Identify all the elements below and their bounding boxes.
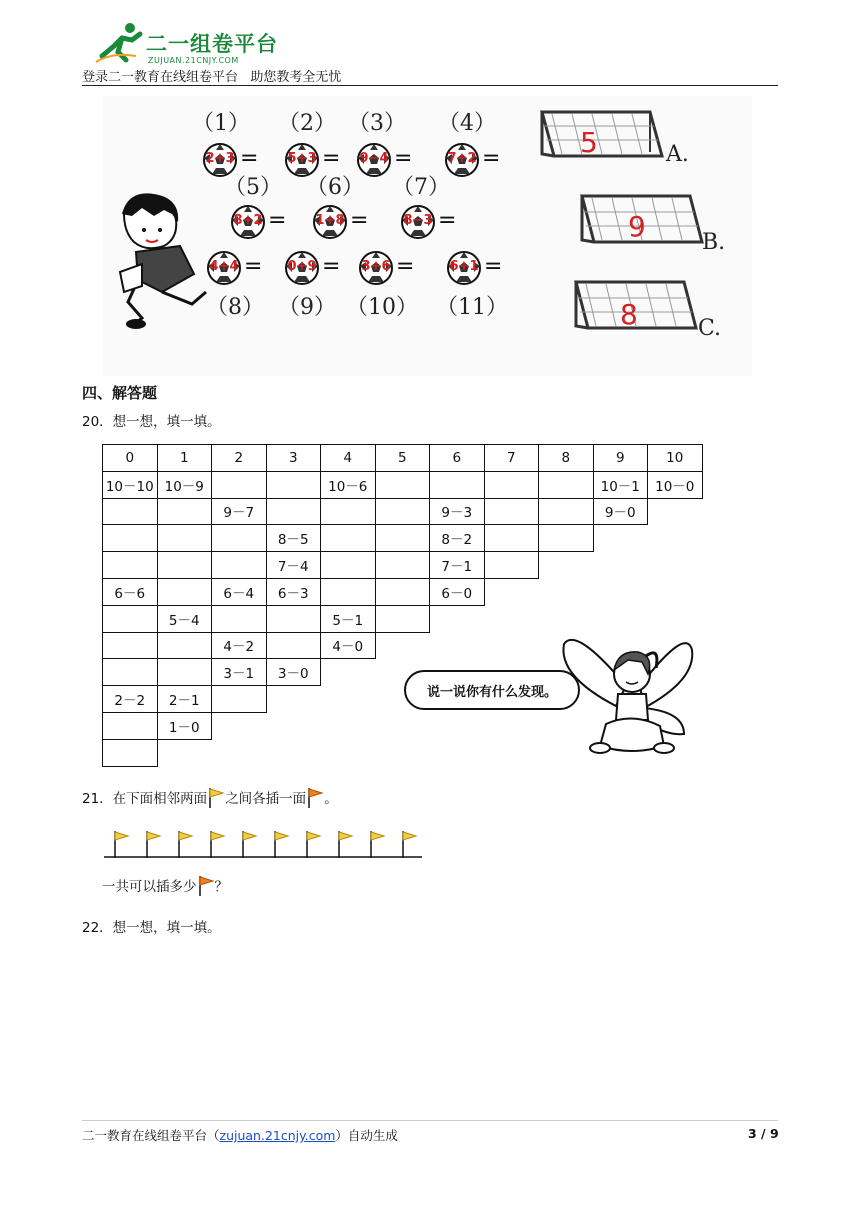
option-a-letter: A. [666,142,689,167]
grid-cell-blank [429,471,485,499]
equals-sign: = [322,254,341,279]
grid-cell-blank [102,739,158,767]
footer-text-b: ）自动生成 [335,1128,398,1143]
grid-header-cell: 10 [647,444,703,472]
equals-sign: = [268,208,287,233]
yellow-flag-icon [144,830,162,862]
grid-cell-blank [211,551,267,579]
yellow-flag-icon [207,786,225,808]
grid-cell-blank [320,524,376,552]
grid-cell-blank [320,578,376,606]
grid-cell-blank [211,524,267,552]
equals-sign: = [438,208,457,233]
grid-cell-expression: 10－6 [320,471,376,499]
question-21-text [82,786,338,808]
grid-cell-blank [211,685,267,713]
grid-cell-blank [484,471,540,499]
grid-cell-blank [157,524,213,552]
grid-cell-expression: 2－2 [102,685,158,713]
grid-cell-blank [266,605,322,633]
goal-a-number: 5 [580,126,598,159]
ball-expression: 7+2 [447,151,477,166]
grid-cell-blank [375,471,431,499]
grid-cell-expression: 7－4 [266,551,322,579]
grid-cell-blank [375,524,431,552]
footer-rule [82,1120,778,1121]
grid-cell-blank [266,632,322,660]
ball-number-label: （2） [278,111,336,136]
yellow-flag-icon [240,830,258,862]
grid-cell-blank [102,658,158,686]
grid-cell-blank [157,658,213,686]
grid-cell-blank [538,498,594,526]
runner-logo-icon [92,22,148,64]
grid-cell-blank [266,471,322,499]
logo-subtext: ZUJUAN.21CNJY.COM [148,56,239,65]
ball-expression: 3+6 [361,259,391,274]
grid-cell-expression: 9－3 [429,498,485,526]
grid-cell-expression: 10－9 [157,471,213,499]
section-title: 四、解答题 [82,384,158,402]
grid-cell-blank [102,551,158,579]
option-c-letter: C. [698,316,722,341]
grid-cell-blank [157,551,213,579]
grid-cell-blank [320,551,376,579]
grid-cell-expression: 9－7 [211,498,267,526]
ball-number-label: （8） [206,295,264,320]
grid-cell-expression: 3－0 [266,658,322,686]
grid-cell-blank [157,578,213,606]
ball-number-label: （1） [192,111,250,136]
grid-cell-expression: 4－2 [211,632,267,660]
grid-header-cell: 6 [429,444,485,472]
flag-row [104,826,424,860]
goal-c-number: 8 [620,298,638,331]
question-22-text: 22．想一想，填一填。 [82,920,221,936]
grid-header-cell: 1 [157,444,213,472]
ball-number-label: （4） [438,111,496,136]
grid-cell-blank [375,605,431,633]
yellow-flag-icon [176,830,194,862]
equals-sign: = [350,208,369,233]
ball-expression: 9−4 [359,151,389,166]
header-rule [82,85,778,86]
grid-header-cell: 7 [484,444,540,472]
grid-cell-blank [538,471,594,499]
goal-b-number: 9 [628,210,646,243]
footer-source [82,1126,398,1144]
ball-expression: 2+3 [205,151,235,166]
yellow-flag-icon [272,830,290,862]
question-21-ask [102,874,228,896]
grid-cell-expression: 1－0 [157,712,213,740]
grid-cell-blank [484,524,540,552]
grid-cell-expression: 10－10 [102,471,158,499]
ball-expression: 8−3 [403,213,433,228]
grid-cell-blank [375,498,431,526]
grid-cell-blank [538,524,594,552]
grid-cell-blank [157,632,213,660]
ball-number-label: （10） [346,295,418,320]
q21-text-c: 。 [324,791,338,807]
grid-cell-expression: 6－0 [429,578,485,606]
q21-ask-b: ？ [214,879,228,895]
orange-flag-icon [306,786,324,808]
grid-cell-blank [102,524,158,552]
grid-cell-blank [102,632,158,660]
grid-cell-expression: 2－1 [157,685,213,713]
equals-sign: = [394,146,413,171]
grid-cell-blank [211,605,267,633]
header-slogan: 登录二一教育在线组卷平台 助您教考全无忧 [82,70,342,85]
ball-number-label: （5） [224,175,282,200]
grid-header-cell: 0 [102,444,158,472]
grid-cell-blank [102,712,158,740]
ball-expression: 5+3 [287,151,317,166]
ball-number-label: （6） [306,175,364,200]
footer-link[interactable]: zujuan.21cnjy.com [219,1128,336,1143]
yellow-flag-icon [400,830,418,862]
ball-number-label: （3） [348,111,406,136]
equals-sign: = [482,146,501,171]
yellow-flag-icon [336,830,354,862]
speech-bubble-text: 说一说你有什么发现。 [426,684,557,700]
grid-cell-blank [484,551,540,579]
equals-sign: = [244,254,263,279]
grid-cell-blank [211,471,267,499]
grid-cell-expression: 4－0 [320,632,376,660]
grid-cell-blank [102,605,158,633]
page-number: 3 / 9 [748,1126,779,1141]
grid-cell-expression: 5－1 [320,605,376,633]
grid-cell-expression: 6－3 [266,578,322,606]
grid-cell-expression: 5－4 [157,605,213,633]
orange-flag-icon [197,874,215,896]
yellow-flag-icon [208,830,226,862]
grid-cell-blank [320,498,376,526]
footer-text-a: 二一教育在线组卷平台（ [82,1128,220,1143]
grid-header-cell: 2 [211,444,267,472]
grid-cell-blank [375,578,431,606]
ball-expression: 6+1 [449,259,479,274]
ball-number-label: （7） [392,175,450,200]
ball-expression: 1+8 [315,213,345,228]
grid-cell-expression: 6－6 [102,578,158,606]
yellow-flag-icon [112,830,130,862]
ball-expression: 0+9 [287,259,317,274]
logo-text: 二一组卷平台 [146,32,278,56]
equals-sign: = [240,146,259,171]
grid-header-cell: 8 [538,444,594,472]
equals-sign: = [484,254,503,279]
balls-layer [102,96,752,376]
q21-text-a: 21．在下面相邻两面 [82,791,208,807]
equals-sign: = [396,254,415,279]
q21-ask-a: 一共可以插多少 [102,879,197,895]
grid-cell-blank [157,498,213,526]
header-logo [92,22,292,66]
ball-expression: 4+4 [209,259,239,274]
grid-cell-expression: 10－1 [593,471,649,499]
grid-header-cell: 9 [593,444,649,472]
grid-cell-expression: 3－1 [211,658,267,686]
grid-cell-expression: 8－5 [266,524,322,552]
ball-number-label: （11） [436,295,508,320]
yellow-flag-icon [304,830,322,862]
grid-cell-expression: 10－0 [647,471,703,499]
grid-cell-expression: 8－2 [429,524,485,552]
option-b-letter: B. [702,230,726,255]
q21-text-b: 之间各插一面 [225,791,307,807]
ball-expression: 8+2 [233,213,263,228]
equals-sign: = [322,146,341,171]
ball-number-label: （9） [278,295,336,320]
grid-cell-blank [484,498,540,526]
grid-cell-expression: 6－4 [211,578,267,606]
grid-cell-blank [102,498,158,526]
grid-header-cell: 3 [266,444,322,472]
speech-bubble [404,670,580,710]
grid-cell-expression: 9－0 [593,498,649,526]
grid-header-cell: 5 [375,444,431,472]
grid-cell-expression: 7－1 [429,551,485,579]
grid-cell-blank [266,498,322,526]
grid-cell-blank [375,551,431,579]
soccer-figure [102,96,752,376]
grid-header-cell: 4 [320,444,376,472]
question-20-text: 20．想一想，填一填。 [82,414,221,430]
yellow-flag-icon [368,830,386,862]
